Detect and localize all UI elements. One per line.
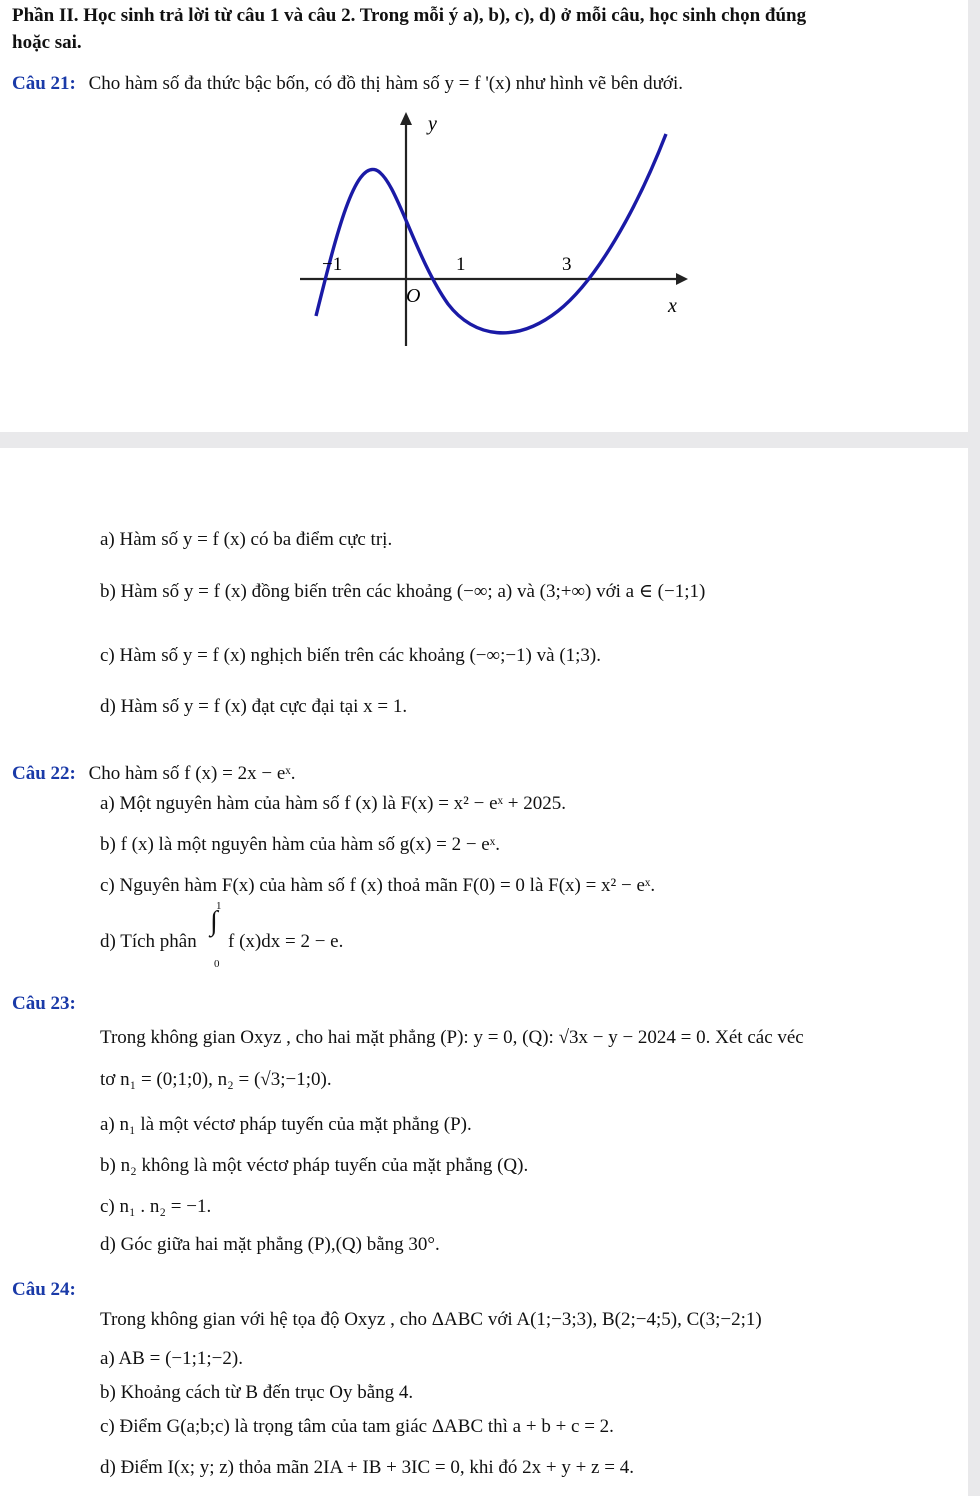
q23-label: Câu 23:: [12, 993, 76, 1014]
q22-stem: [12, 762, 296, 786]
q24-option-b: b) Khoảng cách từ B đến trục Oy bằng 4.: [100, 1382, 414, 1403]
q23-text-line1: Trong không gian Oxyz , cho hai mặt phẳng (P): y = 0, (Q): √3x − y − 2024 = 0. Xét các véc: [100, 1027, 804, 1048]
q22-option-c: c) Nguyên hàm F(x) của hàm số f (x) thoả mãn F(0) = 0 là F(x) = x² − eˣ.: [100, 875, 656, 896]
q21-label: Câu 21:: [12, 73, 76, 94]
q21-option-a: a) Hàm số y = f (x) có ba điểm cực trị.: [100, 529, 393, 550]
tick-label-3: 3: [562, 254, 572, 275]
q23-option-d: d) Góc giữa hai mặt phẳng (P),(Q) bằng 30°.: [100, 1234, 440, 1255]
integral-upper-limit: 1: [216, 900, 222, 912]
integral-lower-limit: 0: [214, 958, 220, 970]
page-separator: [0, 432, 980, 448]
q23-option-a: a) n₁ là một véctơ pháp tuyến của mặt phẳng (P).: [100, 1114, 472, 1135]
x-axis-label: x: [668, 295, 677, 317]
page-edge: [968, 0, 980, 1496]
q24-option-a: a) AB = (−1;1;−2).: [100, 1348, 243, 1369]
q22-option-d-expr: f (x)dx = 2 − e.: [228, 931, 344, 952]
y-axis-label: y: [428, 113, 437, 135]
q22-text: Cho hàm số f (x) = 2x − eˣ.: [88, 763, 296, 784]
q23-text-line2: tơ n₁ = (0;1;0), n₂ = (√3;−1;0).: [100, 1069, 332, 1090]
origin-label: O: [406, 285, 421, 307]
section-header-line2: hoặc sai.: [12, 32, 82, 53]
q23-option-c: c) n₁ . n₂ = −1.: [100, 1196, 212, 1217]
graph-background: [296, 106, 696, 350]
integral-sign-icon: ∫: [210, 906, 218, 937]
section-header-line1: Phần II. Học sinh trả lời từ câu 1 và câu 2. Trong mỗi ý a), b), c), d) ở mỗi câu, học sinh chọn đúng: [12, 5, 807, 26]
q22-option-b: b) f (x) là một nguyên hàm của hàm số g(x) = 2 − eˣ.: [100, 834, 500, 855]
q22-option-d-prefix: d) Tích phân: [100, 931, 197, 952]
q21-option-b: b) Hàm số y = f (x) đồng biến trên các khoảng (−∞; a) và (3;+∞) với a ∈ (−1;1): [100, 581, 706, 602]
q24-option-c: c) Điểm G(a;b;c) là trọng tâm của tam giác ΔABC thì a + b + c = 2.: [100, 1416, 614, 1437]
q21-text: Cho hàm số đa thức bậc bốn, có đồ thị hàm số y = f '(x) như hình vẽ bên dưới.: [88, 73, 683, 94]
q21-option-d: d) Hàm số y = f (x) đạt cực đại tại x = 1.: [100, 696, 408, 717]
q24-label: Câu 24:: [12, 1279, 76, 1300]
q24-option-d: d) Điểm I(x; y; z) thỏa mãn 2IA + IB + 3IC = 0, khi đó 2x + y + z = 4.: [100, 1457, 634, 1478]
tick-label-1: 1: [456, 254, 466, 275]
q21-option-c: c) Hàm số y = f (x) nghịch biến trên các khoảng (−∞;−1) và (1;3).: [100, 645, 602, 666]
q23-option-b: b) n₂ không là một véctơ pháp tuyến của mặt phẳng (Q).: [100, 1155, 529, 1176]
derivative-graph: [296, 106, 696, 350]
q24-text: Trong không gian với hệ tọa độ Oxyz , cho ΔABC với A(1;−3;3), B(2;−4;5), C(3;−2;1): [100, 1309, 762, 1330]
q22-label: Câu 22:: [12, 763, 76, 784]
q21-stem: [12, 72, 683, 96]
tick-label-neg1: −1: [322, 254, 343, 275]
q22-option-a: a) Một nguyên hàm của hàm số f (x) là F(x) = x² − eˣ + 2025.: [100, 793, 566, 814]
